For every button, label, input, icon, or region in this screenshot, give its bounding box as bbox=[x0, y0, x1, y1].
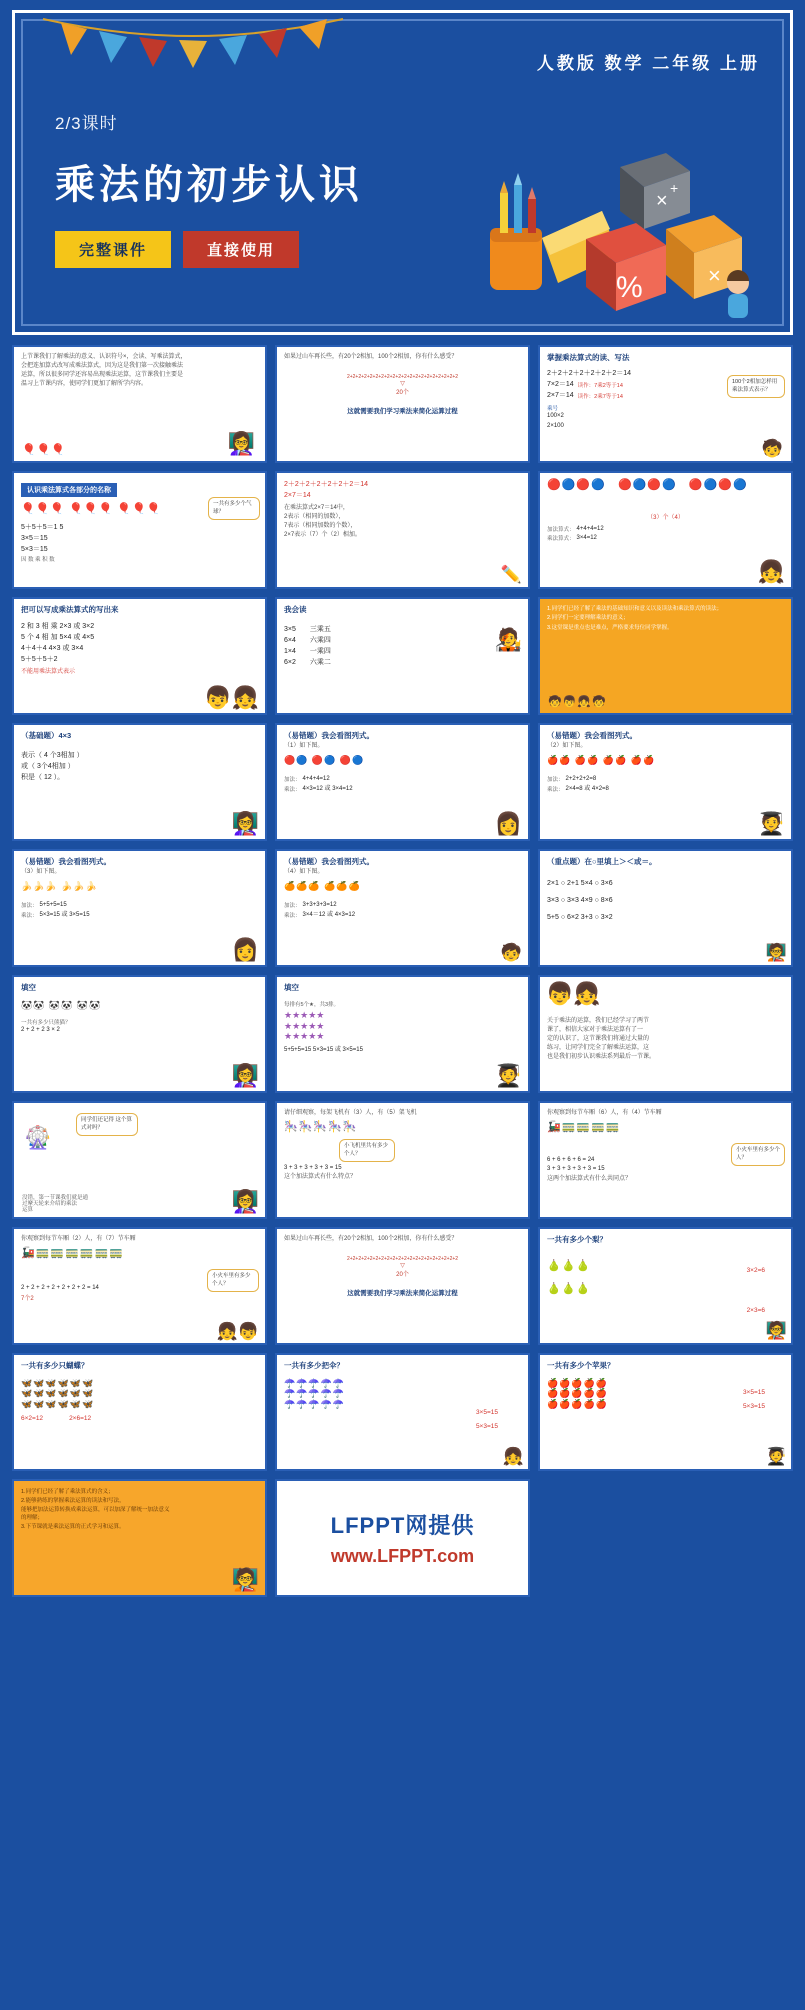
train1-eq-2: 3 + 3 + 3 + 3 + 3 = 15 bbox=[547, 1166, 605, 1173]
easy2-add-eq: 2+2+2+2=8 bbox=[565, 776, 597, 783]
slide-basic-exercise[interactable] bbox=[12, 723, 267, 841]
easy3-add-label: 加法： bbox=[21, 903, 38, 910]
apples-eq-1: 3×5=15 bbox=[742, 1389, 765, 1396]
fill2-eqs: 5+5+5=15 5×3=15 或 3×5=15 bbox=[284, 1047, 363, 1054]
review-line-1: 上节课我们了解乘法的意义、认识符号×，会读、写乘法算式， bbox=[21, 354, 187, 360]
rewrite-row-1: 2 和 3 相 乘 2×3 或 3×2 bbox=[21, 622, 95, 630]
easy3-mul-label: 乘法： bbox=[21, 912, 38, 919]
read-word-3: 一乘四 bbox=[309, 648, 331, 656]
long-question-2-text: 如果过山车再长些，有20个2相加，100个2相加，你有什么感受？ bbox=[284, 1236, 458, 1242]
easy2-add-label: 加法： bbox=[547, 777, 564, 784]
compare-character: 🧑‍🏫 bbox=[765, 943, 787, 962]
slide-train-1[interactable] bbox=[538, 1101, 793, 1219]
svg-text:×: × bbox=[708, 263, 721, 288]
slide-ferris-wheel[interactable] bbox=[12, 1101, 267, 1219]
easy2-title: （易错题）我会看图列式。 bbox=[547, 731, 637, 740]
easy2-mul-label: 乘法： bbox=[547, 786, 564, 793]
pears-character: 🧑‍🏫 bbox=[765, 1321, 787, 1340]
compare-row-3: 5+5 ○ 6×2 3+3 ○ 3×2 bbox=[547, 914, 613, 922]
slide-easy-1[interactable] bbox=[275, 723, 530, 841]
ball-mul-label: 乘法算式： bbox=[547, 536, 575, 543]
balloon-icons: 🎈🎈🎈 bbox=[22, 444, 67, 457]
apples-title: 一共有多少个苹果？ bbox=[547, 1361, 615, 1370]
students-character: 👦👧 bbox=[204, 685, 259, 710]
meaning-eq-2: 2×7＝14 bbox=[284, 492, 311, 500]
slide-train-2[interactable] bbox=[12, 1227, 267, 1345]
read-expr-1: 3×5 bbox=[284, 625, 296, 633]
long-question-text: 如果过山车再长些，有20个2相加，100个2相加，你有什么感受？ bbox=[284, 354, 458, 360]
slide-compare[interactable] bbox=[538, 849, 793, 967]
read-expr-4: 6×2 bbox=[284, 659, 296, 667]
basic-row-3: 积是（ 12 ）。 bbox=[21, 774, 65, 782]
final-line-4: 的理解； bbox=[21, 1515, 44, 1522]
recap-line-1: 关于乘法的运算，我们已经学习了两节 bbox=[547, 1018, 650, 1024]
slide-long-question[interactable] bbox=[275, 345, 530, 463]
ball-mul-eq: 3×4=12 bbox=[576, 535, 597, 542]
umbrella-row-3: ☂️☂️☂️☂️☂️ bbox=[284, 1398, 346, 1409]
easy3-mul-eq: 5×3=15 或 3×5=15 bbox=[39, 911, 90, 918]
easy2-apple-icons: 🍎🍎 🍎🍎 🍎🍎 🍎🍎 bbox=[547, 754, 656, 765]
easy2-sub: （2）如下图。 bbox=[547, 742, 587, 749]
brace-count-label: 20个 bbox=[396, 390, 409, 396]
ball-add-eq: 4+4+4=12 bbox=[576, 525, 604, 532]
pear-icons-row-2: 🍐🍐🍐 bbox=[547, 1282, 592, 1295]
umbrellas-character: 👧 bbox=[502, 1447, 524, 1466]
recap-line-5: 也是我们初步认识乘法系列最后一节课。 bbox=[547, 1054, 656, 1060]
easy1-mul-eq: 4×3=12 或 3×4=12 bbox=[302, 785, 353, 792]
easy4-mul-label: 乘法： bbox=[284, 912, 301, 919]
final-character: 🧑‍🏫 bbox=[231, 1567, 259, 1592]
slide-butterflies[interactable] bbox=[12, 1353, 267, 1471]
slide-planes[interactable] bbox=[275, 1101, 530, 1219]
brand-url[interactable]: www.LFPPT.com bbox=[330, 1546, 475, 1566]
recap-line-4: 练习，让同学们完全了解乘法运算，这 bbox=[547, 1045, 650, 1051]
train1-eq-1: 6 + 6 + 6 + 6 = 24 bbox=[547, 1156, 595, 1163]
long-addition-formula: 2+2+2+2+2+2+2+2+2+2+2+2+2+2+2+2+2+2+2+2 bbox=[346, 374, 459, 380]
slide-review[interactable] bbox=[12, 345, 267, 463]
read-expr-3: 1×4 bbox=[284, 648, 296, 656]
rw-read-2: 读作：2乘7等于14 bbox=[577, 393, 623, 400]
apple-row-2: 🍎🍎🍎🍎🍎 bbox=[547, 1388, 609, 1399]
read-word-4: 六乘二 bbox=[309, 659, 331, 667]
recap-characters: 👦👧 bbox=[546, 981, 601, 1006]
train1-title: 你观察到每节车厢（6）人，有（4）节车厢 bbox=[547, 1110, 662, 1116]
umbrella-row-1: ☂️☂️☂️☂️☂️ bbox=[284, 1377, 346, 1388]
recap-line-2: 课了，相信大家对于乘法运算有了一 bbox=[547, 1027, 644, 1033]
train2-characters: 👧👦 bbox=[216, 1322, 259, 1341]
teacher-character: 👩‍🏫 bbox=[227, 431, 255, 456]
compare-row-2: 3×3 ○ 3×3 4×9 ○ 8×6 bbox=[547, 897, 613, 905]
parts-name-title: 认识乘法算式各部分的名称 bbox=[21, 483, 117, 497]
ball-group-note: （3）个（4） bbox=[647, 514, 684, 521]
easy1-add-label: 加法： bbox=[284, 777, 301, 784]
pears-eq-2: 2×3=6 bbox=[746, 1307, 765, 1314]
rewrite-title: 把可以写成乘法算式的写出来 bbox=[21, 605, 119, 614]
easy1-mul-label: 乘法： bbox=[284, 786, 301, 793]
slide-rewrite[interactable] bbox=[12, 597, 267, 715]
slide-umbrellas[interactable] bbox=[275, 1353, 530, 1471]
easy1-ball-icons: 🔴🔵 🔴🔵 🔴🔵 bbox=[284, 754, 365, 765]
umbrellas-eq-2: 5×3=15 bbox=[475, 1423, 498, 1430]
easy1-add-eq: 4+4+4=12 bbox=[302, 776, 330, 783]
fill2-title: 填空 bbox=[284, 983, 299, 992]
fill1-eqs: 2 + 2 + 2 3 × 2 bbox=[21, 1027, 60, 1034]
slide-read-aloud[interactable] bbox=[275, 597, 530, 715]
planes-equation: 3 + 3 + 3 + 3 + 3 = 15 bbox=[284, 1164, 342, 1171]
apples-eq-2: 5×3=15 bbox=[742, 1403, 765, 1410]
svg-text:%: % bbox=[616, 271, 643, 304]
train2-bubble: 小火车里有多少个人？ bbox=[207, 1269, 259, 1292]
fill1-panda-icons: 🐼🐼 🐼🐼 🐼🐼 bbox=[21, 999, 102, 1010]
slide-ball-groups[interactable] bbox=[538, 471, 793, 589]
read-write-title: 掌握乘法算式的读、写法 bbox=[547, 353, 630, 362]
final-line-1: 1.同学们已经了解了乘法算式的含义； bbox=[21, 1489, 114, 1495]
svg-text:×: × bbox=[656, 190, 668, 212]
recap-line-3: 定的认识了，这节课我们将通过大量的 bbox=[547, 1036, 650, 1042]
train2-title: 你观察到每节车厢（2）人，有（7）节车厢 bbox=[21, 1236, 136, 1242]
textbook-meta: 人教版 数学 二年级 上册 bbox=[536, 54, 760, 73]
easy1-character: 👩 bbox=[494, 811, 522, 836]
read-word-1: 三乘五 bbox=[309, 625, 331, 633]
long-question-2-conclusion: 这就需要我们学习乘法来简化运算过程 bbox=[347, 1290, 458, 1297]
final-line-5: 3.下节课就是乘法运算的正式学习和运算。 bbox=[21, 1524, 125, 1531]
ferris-line-2: 过摩天轮来介绍的乘法 bbox=[22, 1201, 78, 1207]
long-addition-formula-2: 2+2+2+2+2+2+2+2+2+2+2+2+2+2+2+2+2+2+2+2 bbox=[346, 1256, 459, 1262]
lesson-number: 2/3课时 bbox=[55, 114, 118, 133]
easy2-mul-eq: 2×4=8 或 4×2=8 bbox=[565, 785, 609, 792]
apples-character: 🧑‍🎓 bbox=[765, 1447, 787, 1466]
ferris-bubble: 同学们还记得 这个算式对吗？ bbox=[76, 1113, 138, 1136]
slide-long-question-2[interactable] bbox=[275, 1227, 530, 1345]
hero-button-group bbox=[55, 231, 299, 268]
parts-bubble: 一共有多少个气球？ bbox=[208, 497, 260, 520]
easy4-sub: （4）如下图。 bbox=[284, 868, 324, 875]
compare-row-1: 2×1 ○ 2+1 5×4 ○ 3×6 bbox=[547, 879, 613, 887]
meaning-line-4: 2×7表示（7）个（2）相加。 bbox=[284, 532, 361, 539]
summary-line-3: 3.这堂课是重点也是难点，严格要求每位同学掌握。 bbox=[547, 624, 673, 631]
balloon-row: 🎈🎈🎈 🎈🎈🎈 🎈🎈🎈 bbox=[21, 503, 162, 515]
complete-courseware-button[interactable]: 完整课件 bbox=[55, 231, 171, 268]
train1-question: 这两个加法算式有什么共同点？ bbox=[547, 1175, 632, 1182]
umbrellas-eq-1: 3×5=15 bbox=[475, 1409, 498, 1416]
train2-brace-label: 7个2 bbox=[21, 1296, 34, 1303]
rw-eq-2: 7×2＝14 bbox=[547, 381, 574, 389]
read-word-2: 六乘四 bbox=[309, 637, 331, 645]
fill1-caption: 一共有多少只熊猫？ bbox=[21, 1020, 71, 1027]
easy3-title: （易错题）我会看图列式。 bbox=[21, 857, 111, 866]
butterflies-title: 一共有多少只蝴蝶？ bbox=[21, 1361, 89, 1370]
pencil-cup-icon: ✏️ bbox=[500, 565, 522, 584]
ferris-line-3: 运算 bbox=[22, 1207, 34, 1213]
slide-final-summary[interactable] bbox=[12, 1479, 267, 1597]
megaphone-character: 🧑‍🎤 bbox=[494, 627, 522, 652]
slide-recap[interactable] bbox=[538, 975, 793, 1093]
summary-line-1: 1.同学们已经了解了乘法的基础知识和意义以及读法和乘法算式的读法； bbox=[547, 606, 723, 612]
butterfly-row-2: 🦋🦋🦋🦋🦋🦋 bbox=[21, 1388, 95, 1399]
ferris-line-1: 没错，第一节课我们就是通 bbox=[22, 1195, 89, 1201]
brand-name: LFPPT网提供 bbox=[330, 1513, 475, 1538]
fill2-character: 🧑‍🎓 bbox=[494, 1063, 522, 1088]
easy3-sub: （3）如下图。 bbox=[21, 868, 61, 875]
footer-row bbox=[12, 1479, 793, 1597]
umbrellas-title: 一共有多少把伞？ bbox=[284, 1361, 344, 1370]
ball-group-row: 🔴🔵🔴🔵 🔴🔵🔴🔵 🔴🔵🔴🔵 bbox=[547, 479, 748, 491]
easy4-add-eq: 3+3+3+3=12 bbox=[302, 902, 337, 909]
slide-summary-yellow[interactable] bbox=[538, 597, 793, 715]
brand-block bbox=[275, 1479, 530, 1597]
fill2-star-grid: ★★★★★ ★★★★★ ★★★★★ bbox=[284, 1009, 325, 1042]
easy4-title: （易错题）我会看图列式。 bbox=[284, 857, 374, 866]
apple-row-1: 🍎🍎🍎🍎🍎 bbox=[547, 1377, 609, 1388]
ferris-wheel-icon: 🎡 bbox=[24, 1125, 52, 1150]
rewrite-row-3: 4＋4＋4 4×3 或 3×4 bbox=[21, 645, 84, 653]
multiply-sign-label: 乘号 bbox=[547, 406, 559, 413]
slide-easy-4[interactable] bbox=[275, 849, 530, 967]
meaning-line-3: 7表示（相同加数的个数）， bbox=[284, 523, 357, 530]
train1-bubble: 小火车里有多少个人？ bbox=[731, 1143, 785, 1166]
hero-slide bbox=[12, 10, 793, 335]
kids-row-icons: 🧒👦👧🧒 bbox=[548, 696, 607, 709]
easy4-mul-eq: 3×4＝12 或 4×3=12 bbox=[302, 911, 356, 918]
pears-title: 一共有多少个梨？ bbox=[547, 1235, 607, 1244]
rewrite-row-2: 5 个 4 相 加 5×4 或 4×5 bbox=[21, 634, 95, 642]
ferris-character: 👩‍🏫 bbox=[231, 1189, 259, 1214]
parts-labels: 因 数 乘 积 数 bbox=[21, 557, 55, 564]
butterflies-eq-2: 2×6=12 bbox=[69, 1414, 92, 1422]
parts-eq-1: 5＋5＋5＝1 5 bbox=[21, 523, 64, 531]
math-illustration bbox=[470, 133, 770, 323]
slide-apples[interactable] bbox=[538, 1353, 793, 1471]
read-expr-2: 6×4 bbox=[284, 637, 296, 645]
easy4-add-label: 加法： bbox=[284, 903, 301, 910]
bunting-decoration bbox=[43, 13, 343, 73]
review-line-2: 会把连加算式改写成乘法算式，因为这是我们第一次接触乘法 bbox=[21, 363, 184, 369]
basic-row-1: 表示（ 4 个3相加 ） bbox=[21, 751, 84, 759]
butterfly-row-3: 🦋🦋🦋🦋🦋🦋 bbox=[21, 1398, 95, 1409]
fill1-title: 填空 bbox=[21, 983, 36, 992]
girl-character: 👧 bbox=[757, 559, 785, 584]
summary-line-2: 2.同学们一定要理解乘法的意义； bbox=[547, 615, 629, 622]
final-line-2: 2.能够熟练的掌握乘法运算的读法和写法， bbox=[21, 1497, 125, 1504]
easy1-sub: （1）如下图。 bbox=[284, 742, 324, 749]
easy4-orange-icons: 🍊🍊🍊 🍊🍊🍊 bbox=[284, 880, 361, 891]
final-line-3: 能够把加法运算转换成乘法运算，可以加深了解统一加法意义 bbox=[21, 1506, 170, 1513]
plane-icons: 🎠🎠🎠🎠🎠 bbox=[284, 1121, 358, 1133]
page-title: 乘法的初步认识 bbox=[55, 163, 363, 207]
parts-eq-3: 5×3＝15 bbox=[21, 546, 48, 554]
rewrite-warning: 不能用乘法算式表示 bbox=[21, 668, 76, 675]
easy2-character: 🧑‍🎓 bbox=[757, 811, 785, 836]
butterfly-row-1: 🦋🦋🦋🦋🦋🦋 bbox=[21, 1377, 95, 1388]
basic-title: （基础题）4×3 bbox=[21, 731, 72, 740]
meaning-line-2: 2表示（相同的加数）， bbox=[284, 514, 345, 521]
easy4-character: 🧒 bbox=[500, 943, 522, 962]
brace-arrow: ▽ bbox=[400, 381, 405, 387]
apple-row-3: 🍎🍎🍎🍎🍎 bbox=[547, 1398, 609, 1409]
long-question-conclusion: 这就需要我们学习乘法来简化运算过程 bbox=[347, 408, 458, 415]
easy3-character: 👩 bbox=[231, 937, 259, 962]
fill2-caption: 每排有5个★，共3排。 bbox=[284, 1001, 340, 1008]
planes-title: 请仔细观察，每架飞机有（3）人，有（5）架飞机 bbox=[284, 1110, 417, 1116]
slide-pears[interactable] bbox=[538, 1227, 793, 1345]
parts-eq-2: 3×5＝15 bbox=[21, 534, 48, 542]
rw-eq-1: 2＋2＋2＋2＋2＋2＋2＝14 bbox=[547, 369, 632, 377]
direct-use-button[interactable]: 直接使用 bbox=[183, 231, 299, 268]
review-line-4: 温习上节课内容，使同学们更加了解所学内容。 bbox=[21, 381, 148, 387]
rw-read-1: 读作：7乘2等于14 bbox=[577, 382, 623, 389]
thinking-character: 🧒 bbox=[761, 439, 783, 458]
rw-extra-1: 100×2 bbox=[547, 413, 564, 420]
meaning-line-1: 在乘法算式2×7＝14中， bbox=[284, 505, 349, 512]
svg-text:+: + bbox=[670, 180, 679, 196]
train2-icons: 🚂🚃🚃🚃🚃🚃🚃 bbox=[21, 1247, 124, 1259]
ball-add-label: 加法算式： bbox=[547, 526, 575, 533]
pear-icons-row-1: 🍐🍐🍐 bbox=[547, 1259, 592, 1272]
compare-title: （重点题）在○里填上＞＜或＝。 bbox=[547, 857, 657, 866]
easy3-add-eq: 5+5+5=15 bbox=[39, 902, 67, 909]
rw-question-bubble: 100个2相加怎样用乘法算式表示？ bbox=[727, 375, 785, 398]
rewrite-row-4: 5＋5＋5＋2 bbox=[21, 656, 58, 664]
slide-fill-2[interactable] bbox=[275, 975, 530, 1093]
rw-eq-3: 2×7＝14 bbox=[547, 392, 574, 400]
train2-equation: 2 + 2 + 2 + 2 + 2 + 2 + 2 = 14 bbox=[21, 1284, 99, 1291]
easy3-banana-icons: 🍌🍌🍌 🍌🍌🍌 bbox=[21, 880, 98, 891]
rw-extra-2: 2×100 bbox=[547, 423, 564, 430]
umbrella-row-2: ☂️☂️☂️☂️☂️ bbox=[284, 1388, 346, 1399]
meaning-eq-1: 2＋2＋2＋2＋2＋2＋2＝14 bbox=[284, 481, 369, 488]
fill1-character: 👩‍🏫 bbox=[231, 1063, 259, 1088]
butterflies-eq-1: 6×2=12 bbox=[21, 1414, 44, 1422]
slide-fill-1[interactable] bbox=[12, 975, 267, 1093]
read-aloud-title: 我会读 bbox=[284, 605, 307, 614]
train1-icons: 🚂🚃🚃🚃🚃 bbox=[547, 1121, 621, 1133]
slide-easy-2[interactable] bbox=[538, 723, 793, 841]
slides-grid bbox=[12, 345, 793, 1471]
planes-question: 这个加法算式有什么特点？ bbox=[284, 1174, 357, 1181]
planes-bubble: 小飞机里共有多少个人？ bbox=[339, 1139, 395, 1162]
review-line-3: 运算，所以很多同学还容易出现乘法运算，这节课我们主要是 bbox=[21, 372, 184, 378]
slide-read-write[interactable] bbox=[538, 345, 793, 463]
slide-easy-3[interactable] bbox=[12, 849, 267, 967]
basic-row-2: 或（ 3个4相加 ） bbox=[21, 763, 75, 771]
brace-count-label-2: 20个 bbox=[396, 1272, 409, 1278]
pointer-teacher-character: 👩‍🏫 bbox=[231, 811, 259, 836]
slide-parts-name[interactable] bbox=[12, 471, 267, 589]
slide-meaning[interactable] bbox=[275, 471, 530, 589]
brace-arrow-2: ▽ bbox=[400, 1263, 405, 1269]
pears-eq-1: 3×2=6 bbox=[746, 1267, 765, 1274]
easy1-title: （易错题）我会看图列式。 bbox=[284, 731, 374, 740]
